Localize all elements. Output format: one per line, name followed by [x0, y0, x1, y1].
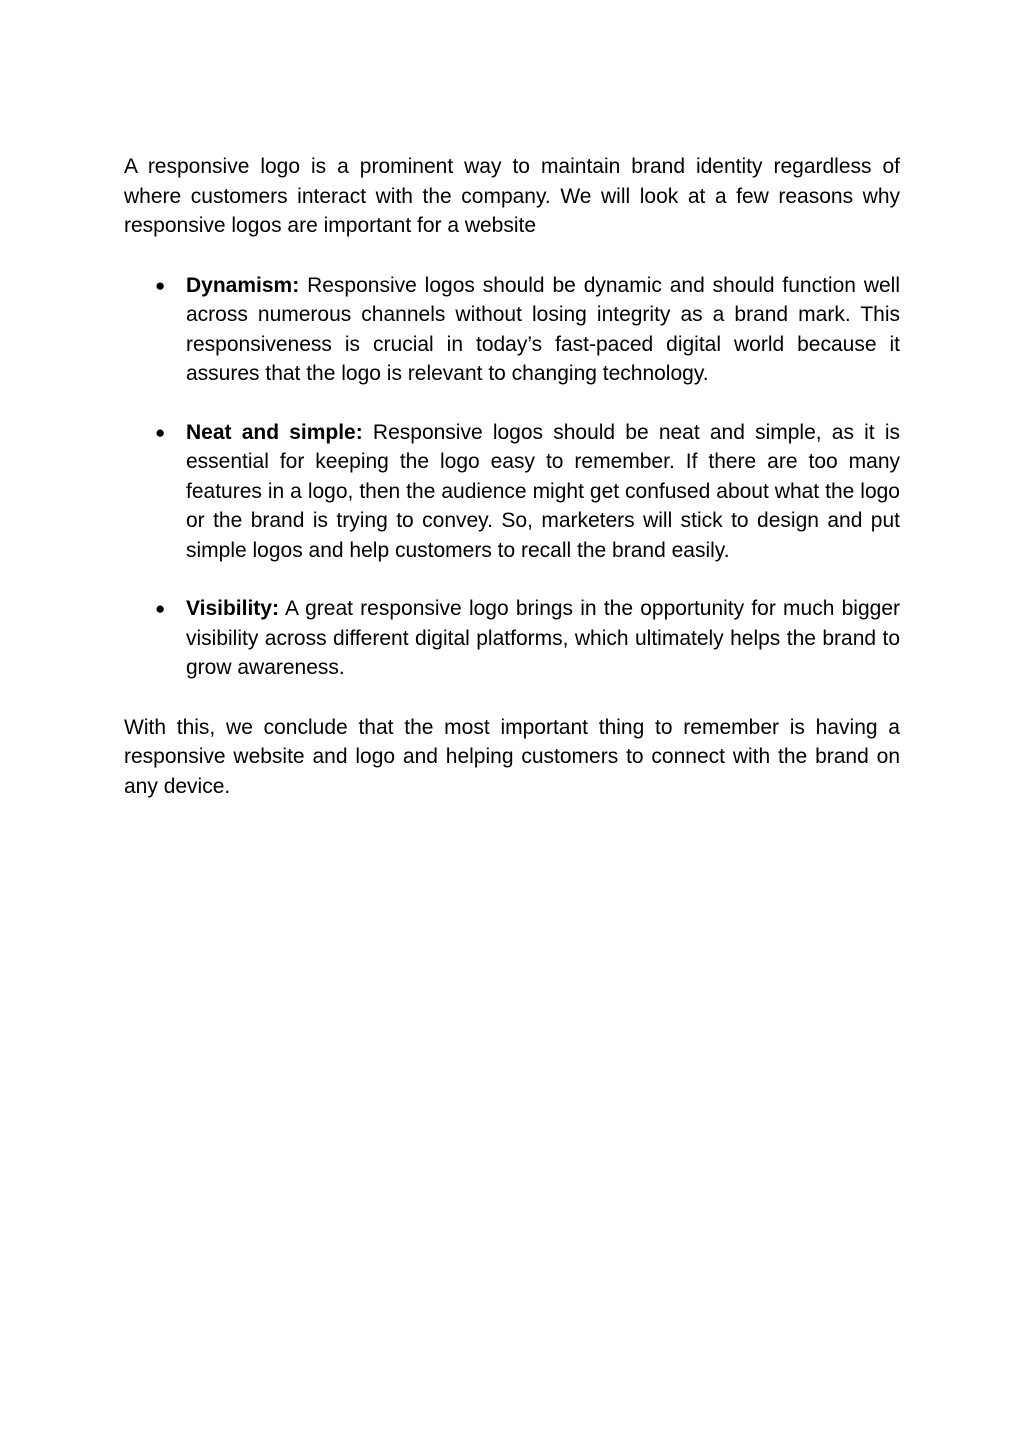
term-label: Dynamism:	[186, 273, 300, 297]
term-description: Responsive logos should be neat and simple, as it is essential for keeping the logo easy to remember. If there are too many features in a logo, then the audience might get confused about what the logo or the brand is trying to convey. So, marketers will stick to design and put simple logos and help customers to recall the brand easily.	[186, 420, 900, 562]
list-item-dynamism	[124, 271, 900, 389]
document-page	[124, 152, 900, 801]
intro-paragraph: A responsive logo is a prominent way to maintain brand identity regardless of where customers interact with the company. We will look at a few reasons why responsive logos are important for a website	[124, 155, 900, 237]
conclusion-paragraph: With this, we conclude that the most important thing to remember is having a responsive website and logo and helping customers to connect with the brand on any device.	[124, 715, 900, 798]
term-description: Responsive logos should be dynamic and should function well across numerous channels without losing integrity as a brand mark. This responsiveness is crucial in today’s fast-paced digital world because it assures that the logo is relevant to changing technology.	[186, 273, 900, 385]
term-label: Neat and simple:	[186, 420, 363, 444]
bullet-icon: ●	[155, 599, 166, 618]
list-item-visibility	[124, 594, 900, 683]
bullet-icon: ●	[155, 275, 166, 295]
term-label: Visibility:	[186, 597, 279, 620]
bullet-icon: ●	[155, 422, 166, 442]
list-item-neat-and-simple	[124, 418, 900, 566]
term-description: A great responsive logo brings in the opportunity for much bigger visibility across different digital platforms, which ultimately helps the brand to grow awareness.	[186, 597, 900, 679]
bullet-list	[124, 271, 900, 683]
